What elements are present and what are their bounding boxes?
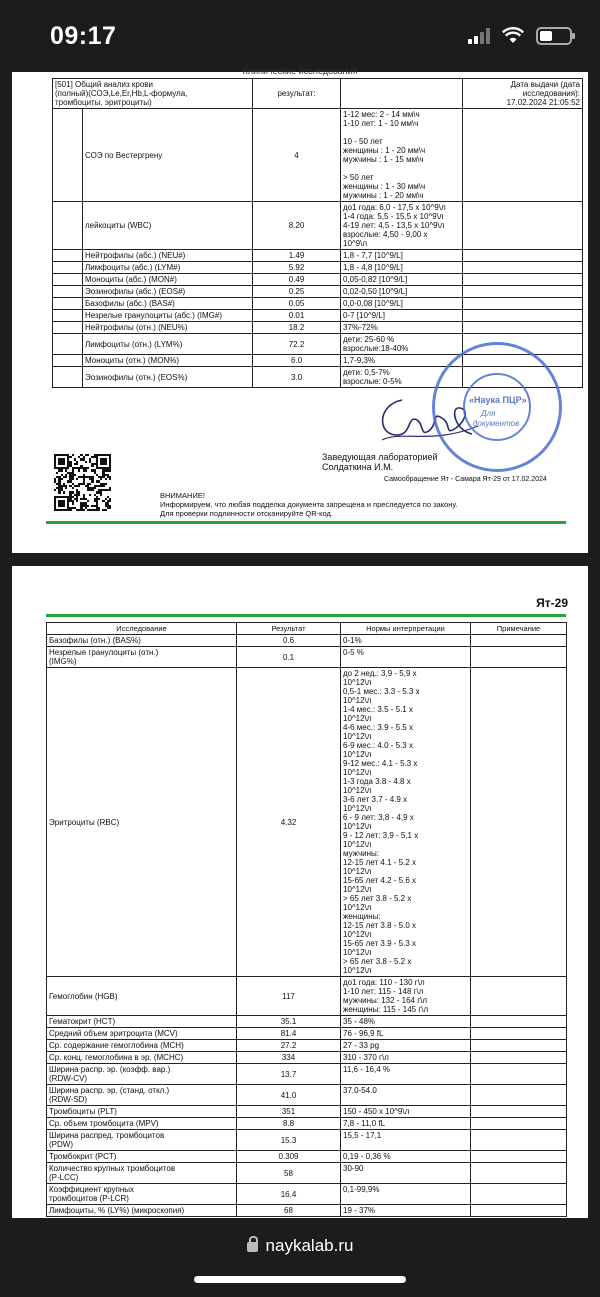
- table-row: [47, 1106, 567, 1118]
- test-name: Ср. содержание гемоглобина (MCH): [47, 1040, 237, 1052]
- test-note: [471, 1052, 567, 1064]
- test-note: [471, 635, 567, 647]
- test-name: Незрелые гранулоциты (отн.) (IMG%): [47, 647, 237, 668]
- test-value: 15.3: [237, 1130, 341, 1151]
- test-norm: 19 - 37%: [341, 1205, 471, 1217]
- test-norm: до1 года: 6,0 - 17,5 x 10^9\л 1-4 года: 5,5 - 15,5 x 10^9\л 4-19 лет: 4,5 - 13,5 x 10^9\л взрослые: 4,50 - 9,00 x 10^9\л: [341, 202, 463, 250]
- test-value: 41.0: [237, 1085, 341, 1106]
- test-norm: 0-5 %: [341, 647, 471, 668]
- table-row: [47, 1163, 567, 1184]
- test-note: [471, 1163, 567, 1184]
- test-value: 3.0: [253, 367, 341, 388]
- test-norm: дети: 25-60 % взрослые:18-40%: [341, 334, 463, 355]
- table-row: [53, 262, 583, 274]
- test-value: 68: [237, 1205, 341, 1217]
- test-value: 16.4: [237, 1184, 341, 1205]
- test-norm: 27 - 33 pg: [341, 1040, 471, 1052]
- column-header: Исследование: [47, 623, 237, 635]
- table-row: [47, 647, 567, 668]
- qr-code[interactable]: [54, 454, 112, 512]
- battery-icon: [536, 27, 572, 45]
- test-norm: 7,8 - 11,0 fL: [341, 1118, 471, 1130]
- test-norm: 1,7-9,3%: [341, 355, 463, 367]
- test-name: Средний объем эритроцита (MCV): [47, 1028, 237, 1040]
- table-row: [47, 668, 567, 977]
- browser-address-bar[interactable]: [0, 1218, 600, 1297]
- test-name: Гематокрит (HCT): [47, 1016, 237, 1028]
- test-name: Гемоглобин (HGB): [47, 977, 237, 1016]
- url-text: naykalab.ru: [265, 1236, 354, 1255]
- test-name: Лимфоциты (отн.) (LYM%): [83, 334, 253, 355]
- test-note: [471, 1205, 567, 1217]
- test-norm: 0-7 [10^9/L]: [341, 310, 463, 322]
- test-note: [471, 1040, 567, 1052]
- test-name: Лимфоциты, % (LY%) (микроскопия): [47, 1205, 237, 1217]
- test-value: 18.2: [253, 322, 341, 334]
- test-value: 351: [237, 1106, 341, 1118]
- table-header: [47, 623, 567, 635]
- table-row: [47, 1085, 567, 1106]
- test-name: Ср. объем тромбоцита (MPV): [47, 1118, 237, 1130]
- test-norm: 37%-72%: [341, 322, 463, 334]
- test-norm: 30-90: [341, 1163, 471, 1184]
- test-norm: 1-12 мес: 2 - 14 мм\ч 1-10 лет: 1 - 10 мм\ч 10 - 50 лет женщины : 1 - 20 мм\ч мужчины : 1 - 15 мм\ч > 50 лет женщины : 1 - 30 мм\ч мужчины : 1 - 20 мм\ч: [341, 109, 463, 202]
- test-name: Тромбоциты (PLT): [47, 1106, 237, 1118]
- test-name: Нейтрофилы (абс.) (NEU#): [83, 250, 253, 262]
- column-header: Результат: [237, 623, 341, 635]
- test-norm: 11,6 - 16,4 %: [341, 1064, 471, 1085]
- status-bar: [0, 0, 600, 72]
- column-header: Примечание: [471, 623, 567, 635]
- test-note: [471, 1118, 567, 1130]
- test-value: 0.49: [253, 274, 341, 286]
- test-note: [471, 977, 567, 1016]
- test-norm: 1,8 - 4,8 [10^9/L]: [341, 262, 463, 274]
- test-value: 0.1: [237, 647, 341, 668]
- test-value: 81.4: [237, 1028, 341, 1040]
- test-name: Эозинофилы (абс.) (EOS#): [83, 286, 253, 298]
- issue-date: Дата выдачи (дата исследования): 17.02.2024 21:05:52: [463, 79, 583, 109]
- table-row: [47, 1205, 567, 1217]
- test-value: 72.2: [253, 334, 341, 355]
- test-name: Ср. конц. гемоглобина в эр. (MCHC): [47, 1052, 237, 1064]
- test-norm: 310 - 370 г\л: [341, 1052, 471, 1064]
- result-header: результат:: [253, 79, 341, 109]
- table-row: [53, 322, 583, 334]
- results-table-2: [46, 622, 567, 1217]
- test-name: Моноциты (отн.) (MON%): [83, 355, 253, 367]
- test-note: [471, 1028, 567, 1040]
- cellular-signal-icon: [468, 28, 490, 44]
- test-norm: до 2 нед.: 3,9 - 5,9 x 10^12\л 0,5-1 мес.: 3.3 - 5.3 x 10^12\л 1-4 мес.: 3.5 - 5.1 x 10^12\л 4-6 мес.: 3.9 - 5.5 x 10^12\л 6-9 мес.: 4.0 - 5.3 x 10^12\л 9-12 мес.: 4.1 - 5.3 x 10^12\л 1-3 года 3.8 - 4.8 x 10^12\л 3-6 лет 3.7 - 4.9 x 10^12\л 6 - 9 лет: 3,8 - 4,9 x 10^12\л 9 - 12 лет: 3,9 - 5,1 x 10^12\л мужчины: 12-15 лет 4.1 - 5.2 x 10^12\л 15-65 лет 4.2 - 5.6 x 10^12\л > 65 лет 3.8 - 5.2 x 10^12\л женщины: 12-15 лет 3.8 - 5.0 x 10^12\л 15-65 лет 3.9 - 5.3 x 10^12\л > 65 лет 3.8 - 5.2 x 10^12\л: [341, 668, 471, 977]
- page-code: Ят-29: [536, 596, 568, 610]
- section-title: Клинические исследования: [242, 66, 358, 76]
- footer-line: [46, 521, 566, 524]
- test-norm: 35 - 48%: [341, 1016, 471, 1028]
- test-name: Базофилы (абс.) (BAS#): [83, 298, 253, 310]
- table-row: [47, 1130, 567, 1151]
- test-name: Нейтрофилы (отн.) (NEU%): [83, 322, 253, 334]
- test-value: 334: [237, 1052, 341, 1064]
- test-value: 4: [253, 109, 341, 202]
- test-value: 58: [237, 1163, 341, 1184]
- test-note: [471, 647, 567, 668]
- test-value: 117: [237, 977, 341, 1016]
- test-norm: 150 - 450 x 10^9\л: [341, 1106, 471, 1118]
- test-norm: 0,02-0,50 [10^9/L]: [341, 286, 463, 298]
- test-name: СОЭ по Вестергрену: [83, 109, 253, 202]
- status-time: 09:17: [50, 22, 117, 50]
- status-icons: [468, 27, 572, 45]
- table-row: [53, 274, 583, 286]
- table-row: [53, 109, 583, 202]
- header-line: [46, 614, 566, 617]
- test-name: Незрелые гранулоциты (абс.) (IMG#): [83, 310, 253, 322]
- url-field[interactable]: [0, 1236, 600, 1256]
- test-norm: 15,5 - 17,1: [341, 1130, 471, 1151]
- lab-head: Заведующая лабораторией Солдаткина И.М.: [322, 452, 438, 472]
- test-note: [471, 1184, 567, 1205]
- table-row: [53, 310, 583, 322]
- test-note: [471, 1064, 567, 1085]
- test-value: 8.20: [253, 202, 341, 250]
- test-value: 0.01: [253, 310, 341, 322]
- table-row: [47, 1064, 567, 1085]
- test-note: [471, 1151, 567, 1163]
- test-norm: 0,05-0,82 [10^9/L]: [341, 274, 463, 286]
- test-norm: 0-1%: [341, 635, 471, 647]
- test-note: [471, 668, 567, 977]
- home-indicator[interactable]: [194, 1276, 406, 1283]
- table-row: [47, 1052, 567, 1064]
- test-name: Эритроциты (RBC): [47, 668, 237, 977]
- test-value: 6.0: [253, 355, 341, 367]
- table-row: [47, 1016, 567, 1028]
- test-name: Эозинофилы (отн.) (EOS%): [83, 367, 253, 388]
- test-name: Моноциты (абс.) (MON#): [83, 274, 253, 286]
- test-value: 1.49: [253, 250, 341, 262]
- test-value: 27.2: [237, 1040, 341, 1052]
- lock-icon: [247, 1242, 258, 1252]
- test-title: [501] Общий анализ крови (полный)(СОЭ,Le,Er,Hb,L-формула, тромбоциты, эритроциты): [53, 79, 253, 109]
- table-row: [53, 202, 583, 250]
- test-name: Коэффициент крупных тромбоцитов (P-LCR): [47, 1184, 237, 1205]
- test-norm: 0,19 - 0,36 %: [341, 1151, 471, 1163]
- table-row: [47, 1040, 567, 1052]
- warning-text: ВНИМАНИЕ! Информируем, что любая подделка документа запрещена и преследуется по закону. Для проверки подлинности отсканируйте QR-код.: [160, 491, 458, 518]
- column-header: Нормы интерпретации: [341, 623, 471, 635]
- document-page-2: [12, 566, 588, 1218]
- test-value: 8.8: [237, 1118, 341, 1130]
- test-norm: 37.0-54.0: [341, 1085, 471, 1106]
- test-value: 0.05: [253, 298, 341, 310]
- test-value: 0.6: [237, 635, 341, 647]
- test-norm: 76 - 96,9 fL: [341, 1028, 471, 1040]
- test-name: Количество крупных тромбоцитов (P-LCC): [47, 1163, 237, 1184]
- referral-note: Самообращение Ят - Самара Ят-29 от 17.02.2024: [384, 476, 547, 483]
- table-row: [53, 298, 583, 310]
- table-row: [47, 977, 567, 1016]
- test-norm: дети: 0,5-7% взрослые: 0-5%: [341, 367, 463, 388]
- table-row: [47, 1151, 567, 1163]
- table-row: [47, 1184, 567, 1205]
- wifi-icon: [502, 28, 524, 44]
- test-name: Ширина распр. эр. (станд. откл.) (RDW-SD): [47, 1085, 237, 1106]
- test-value: 35.1: [237, 1016, 341, 1028]
- test-value: 5.92: [253, 262, 341, 274]
- test-name: Ширина распр. эр. (коэфф. вар.) (RDW-CV): [47, 1064, 237, 1085]
- test-name: Тромбокрит (PCT): [47, 1151, 237, 1163]
- test-note: [471, 1016, 567, 1028]
- table-row: [47, 1028, 567, 1040]
- test-name: Лимфоциты (абс.) (LYM#): [83, 262, 253, 274]
- test-name: Ширина распред. тромбоцитов (PDW): [47, 1130, 237, 1151]
- table-row: [47, 1118, 567, 1130]
- lab-stamp: «Наука ПЦР» Для документов: [432, 342, 562, 472]
- test-note: [471, 1130, 567, 1151]
- test-name: Базофилы (отн.) (BAS%): [47, 635, 237, 647]
- test-norm: 0,0-0,08 [10^9/L]: [341, 298, 463, 310]
- test-norm: до1 года: 110 - 130 г\л 1-10 лет: 115 - 148 г\л мужчины: 132 - 164 г\л женщины: 115 - 145 г\л: [341, 977, 471, 1016]
- document-page-1: [12, 66, 588, 553]
- test-value: 0.309: [237, 1151, 341, 1163]
- test-value: 13.7: [237, 1064, 341, 1085]
- test-norm: 0,1-99,9%: [341, 1184, 471, 1205]
- test-note: [471, 1106, 567, 1118]
- test-value: 4.32: [237, 668, 341, 977]
- table-row: [53, 286, 583, 298]
- test-value: 0.25: [253, 286, 341, 298]
- test-name: лейкоциты (WBC): [83, 202, 253, 250]
- test-note: [471, 1085, 567, 1106]
- test-norm: 1,8 - 7,7 [10^9/L]: [341, 250, 463, 262]
- table-row: [47, 635, 567, 647]
- table-row: [53, 250, 583, 262]
- table-header: [53, 79, 583, 109]
